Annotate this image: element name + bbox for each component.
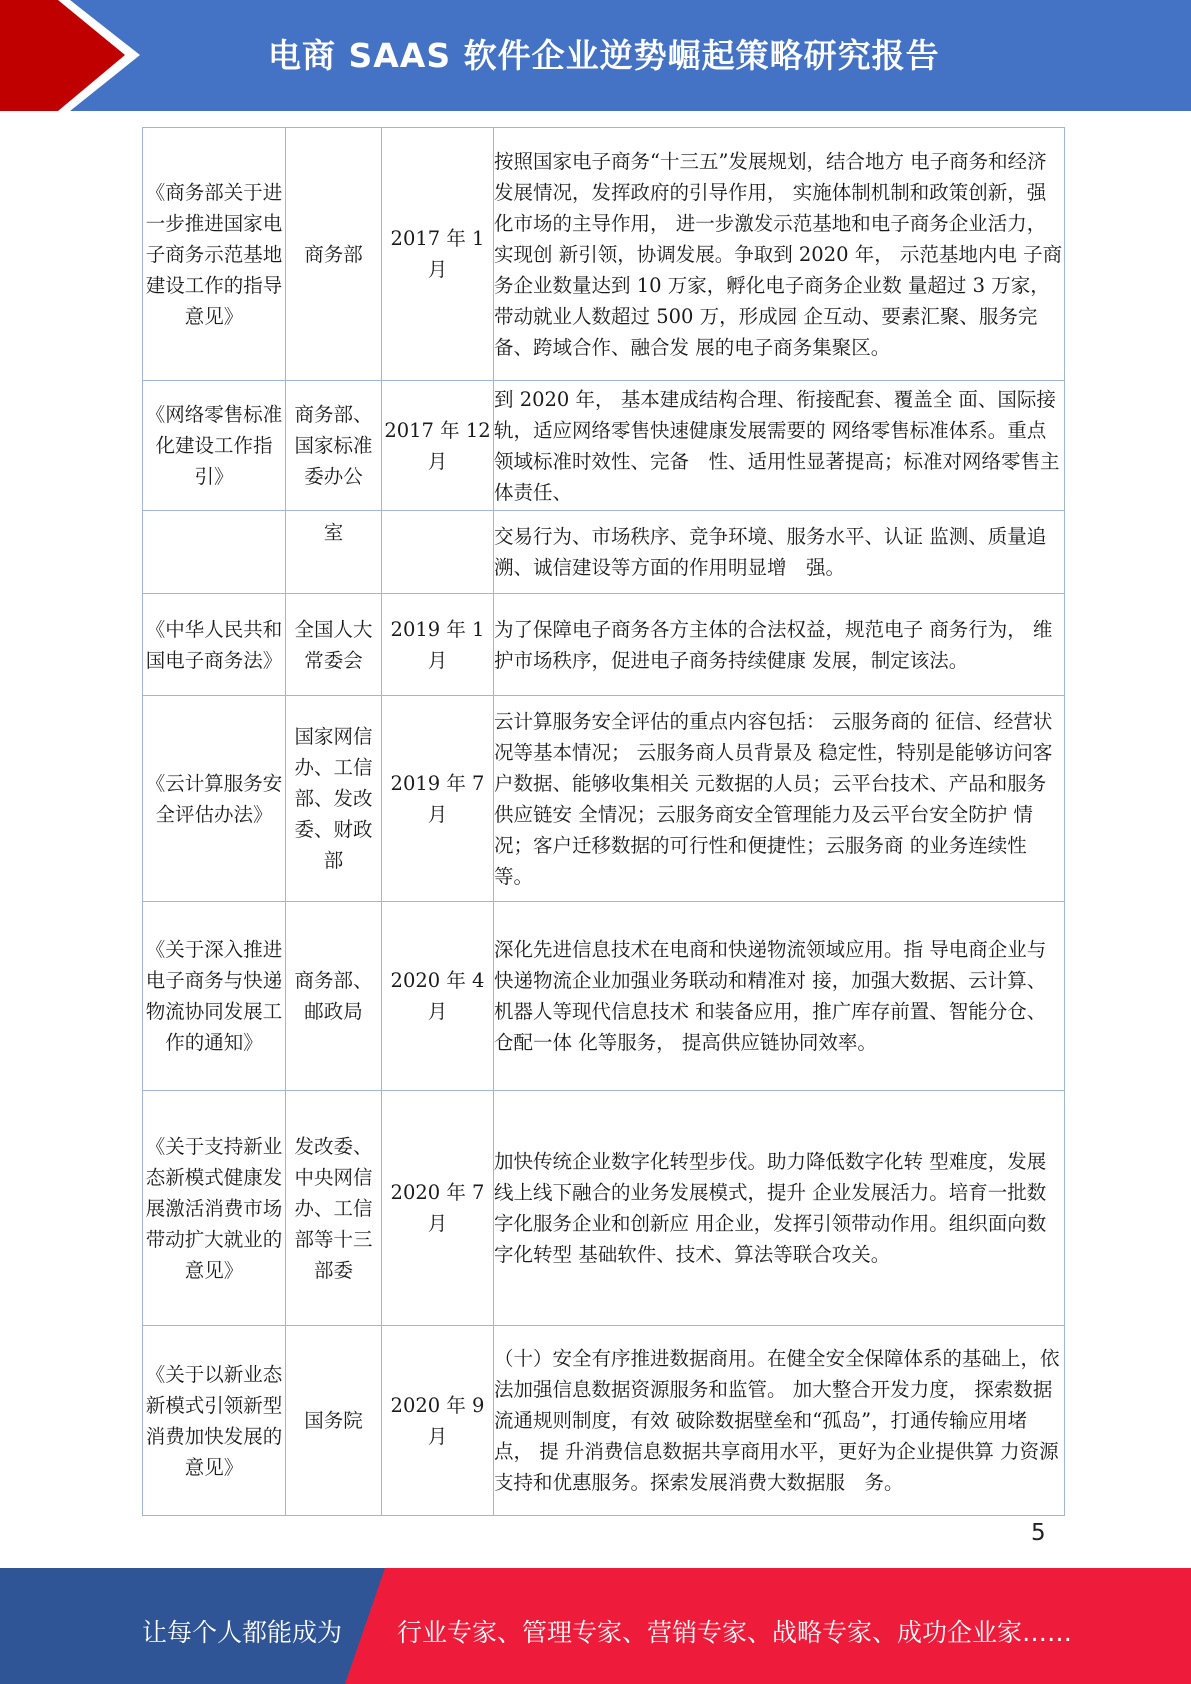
policy-name-cell: 《关于以新业态新模式引领新型消费加快发展的意见》 xyxy=(143,1326,286,1516)
issue-date-cell xyxy=(382,511,494,594)
issue-date-cell: 2017 年 12 月 xyxy=(382,381,494,511)
policy-content-cell: 加快传统企业数字化转型步伐。助力降低数字化转 型难度，发展线上线下融合的业务发展模式，提升 企业发展活力。培育一批数字化服务企业和创新应 用企业，发挥引领带动作用。组织面向数字化转型 基础软件、技术、算法等联合攻关。 xyxy=(494,1091,1065,1326)
issuing-org-cell: 商务部、国家标准委办公 xyxy=(286,381,382,511)
footer-slogan-right: 行业专家、管理专家、营销专家、战略专家、成功企业家…… xyxy=(397,1618,1073,1647)
issuing-org-cell: 国务院 xyxy=(286,1326,382,1516)
issuing-org-cell: 商务部 xyxy=(286,128,382,381)
issue-date-cell: 2020 年 4 月 xyxy=(382,902,494,1091)
issue-date-cell: 2019 年 1 月 xyxy=(382,594,494,696)
policy-name-cell: 《商务部关于进一步推进国家电子商务示范基地建设工作的指导意见》 xyxy=(143,128,286,381)
footer-banner xyxy=(0,1568,1191,1684)
policy-name-cell: 《网络零售标准化建设工作指引》 xyxy=(143,381,286,511)
table-row xyxy=(143,594,1065,696)
policy-content-cell: 交易行为、市场秩序、竞争环境、服务水平、认证 监测、质量追溯、诚信建设等方面的作用明显增 强。 xyxy=(494,511,1065,594)
issuing-org-cell: 商务部、邮政局 xyxy=(286,902,382,1091)
header-arrow-shape xyxy=(0,0,160,111)
issuing-org-cell: 国家网信办、工信部、发改委、财政部 xyxy=(286,696,382,902)
table-row xyxy=(143,381,1065,511)
issuing-org-cell: 室 xyxy=(286,511,382,594)
policy-content-cell: 按照国家电子商务“十三五”发展规划，结合地方 电子商务和经济发展情况，发挥政府的引导作用， 实施体制机制和政策创新，强化市场的主导作用， 进一步激发示范基地和电子商务企业活力，实现创 新引领，协调发展。争取到 2020 年， 示范基地内电 子商务企业数量达到 10 万家，孵化电子商务企业数 量超过 3 万家，带动就业人数超过 500 万，形成园 企互动、要素汇聚、服务完备、跨域合作、融合发 展的电子商务集聚区。 xyxy=(494,128,1065,381)
table-row xyxy=(143,696,1065,902)
policy-name-cell xyxy=(143,511,286,594)
policy-name-cell: 《云计算服务安全评估办法》 xyxy=(143,696,286,902)
footer-slogan-left: 让每个人都能成为 xyxy=(142,1618,343,1647)
issue-date-cell: 2020 年 7 月 xyxy=(382,1091,494,1326)
table-row xyxy=(143,902,1065,1091)
issue-date-cell: 2019 年 7 月 xyxy=(382,696,494,902)
table-row xyxy=(143,1091,1065,1326)
policy-content-cell: （十）安全有序推进数据商用。在健全安全保障体系的基础上，依法加强信息数据资源服务和监管。 加大整合开发力度， 探索数据流通规则制度，有效 破除数据壁垒和“孤岛”，打通传输应用堵点， 提 升消费信息数据共享商用水平，更好为企业提供算 力资源支持和优惠服务。探索发展消费大数据服 务。 xyxy=(494,1326,1065,1516)
header-banner xyxy=(0,0,1191,111)
policy-table xyxy=(142,127,1065,1516)
report-title: 电商 SAAS 软件企业逆势崛起策略研究报告 xyxy=(268,36,940,75)
policy-content-cell: 到 2020 年， 基本建成结构合理、衔接配套、覆盖全 面、国际接轨，适应网络零售快速健康发展需要的 网络零售标准体系。重点领域标准时效性、完备 性、适用性显著提高；标准对网络零售主体责任、 xyxy=(494,381,1065,511)
policy-content-cell: 为了保障电子商务各方主体的合法权益，规范电子 商务行为， 维护市场秩序，促进电子商务持续健康 发展，制定该法。 xyxy=(494,594,1065,696)
policy-name-cell: 《中华人民共和国电子商务法》 xyxy=(143,594,286,696)
issue-date-cell: 2020 年 9 月 xyxy=(382,1326,494,1516)
page-number: 5 xyxy=(1031,1520,1046,1546)
table-row xyxy=(143,1326,1065,1516)
table-row xyxy=(143,511,1065,594)
table-row xyxy=(143,128,1065,381)
issuing-org-cell: 全国人大常委会 xyxy=(286,594,382,696)
policy-content-cell: 深化先进信息技术在电商和快递物流领域应用。指 导电商企业与快递物流企业加强业务联动和精准对 接，加强大数据、云计算、机器人等现代信息技术 和装备应用，推广库存前置、智能分仓、仓配一体 化等服务， 提高供应链协同效率。 xyxy=(494,902,1065,1091)
policy-name-cell: 《关于支持新业态新模式健康发展激活消费市场带动扩大就业的意见》 xyxy=(143,1091,286,1326)
policy-content-cell: 云计算服务安全评估的重点内容包括： 云服务商的 征信、经营状况等基本情况； 云服务商人员背景及 稳定性，特别是能够访问客户数据、能够收集相关 元数据的人员；云平台技术、产品和服务供应链安 全情况；云服务商安全管理能力及云平台安全防护 情况；客户迁移数据的可行性和便捷性；云服务商 的业务连续性等。 xyxy=(494,696,1065,902)
issue-date-cell: 2017 年 1 月 xyxy=(382,128,494,381)
issuing-org-cell: 发改委、中央网信办、工信部等十三部委 xyxy=(286,1091,382,1326)
policy-name-cell: 《关于深入推进电子商务与快递物流协同发展工作的通知》 xyxy=(143,902,286,1091)
